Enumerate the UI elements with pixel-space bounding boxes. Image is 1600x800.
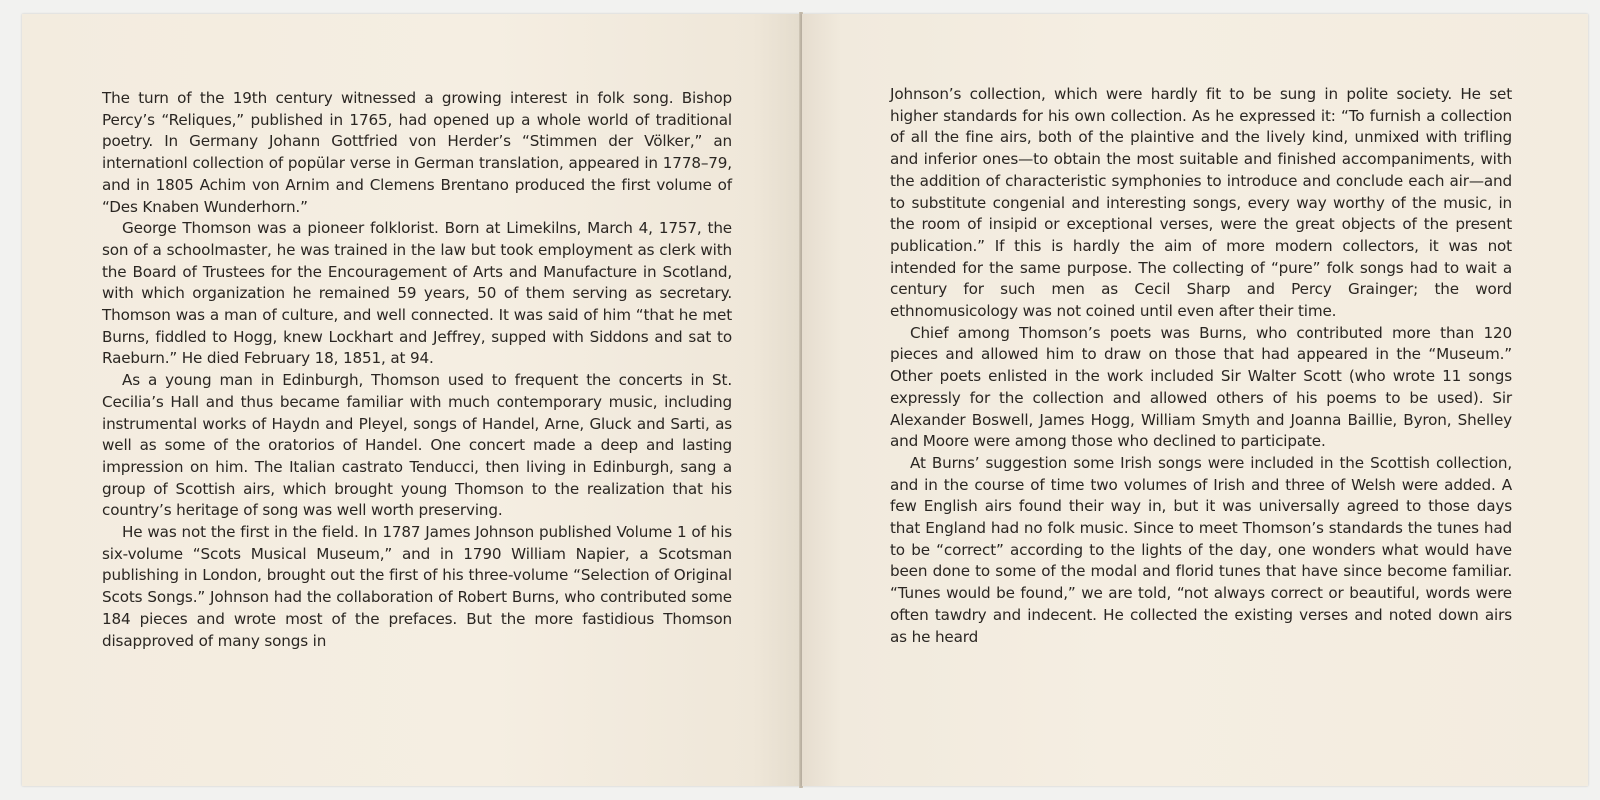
right-page-text — [890, 84, 1512, 648]
right-paragraph-1: Johnson’s collection, which were hardly fit to be sung in polite society. He set higher standards for his own collection. As he expressed it: “To furnish a collection of all the fine airs, both of the plaintive and the lively kind, unmixed with trifling and inferior ones—to obtain the most suitable and finished accompaniments, with the addition of characteristic symphonies to introduce and conclude each air—and to substitute congenial and interesting songs, every way worthy of the music, in the room of insipid or exceptional verses, were the great objects of the present publication.” If this is hardly the aim of more modern collectors, it was not intended for the same purpose. The collecting of “pure” folk songs had to wait a century for such men as Cecil Sharp and Percy Grainger; the word ethnomusicology was not coined until even after their time. — [890, 85, 1512, 321]
left-page-text — [102, 88, 732, 652]
right-page — [802, 14, 1588, 786]
left-paragraph-2: George Thomson was a pioneer folklorist. Born at Limekilns, March 4, 1757, the son of a schoolmaster, he was trained in the law but took employment as clerk with the Board of Trustees for the Encouragement of Arts and Manufacture in Scotland, with which organization he remained 59 years, 50 of them serving as secretary. Thomson was a man of culture, and well connected. It was said of him “that he met Burns, fiddled to Hogg, knew Lockhart and Jeffrey, supped with Siddons and sat to Raeburn.” He died February 18, 1851, at 94. — [102, 219, 732, 368]
left-paragraph-1: The turn of the 19th century witnessed a growing interest in folk song. Bishop Percy’s “Reliques,” published in 1765, had opened up a whole world of traditional poetry. In Germany Johann Gottfried von Herder’s “Stimmen der Völker,” an internationl collection of popülar verse in German translation, appeared in 1778–79, and in 1805 Achim von Arnim and Clemens Brentano produced the first volume of “Des Knaben Wunderhorn.” — [102, 89, 732, 216]
left-paragraph-3: As a young man in Edinburgh, Thomson used to frequent the concerts in St. Cecilia’s Hall and thus became familiar with much contemporary music, including instrumental works of Haydn and Pleyel, songs of Handel, Arne, Gluck and Sarti, as well as some of the oratorios of Handel. One concert made a deep and lasting impression on him. The Italian castrato Tenducci, then living in Edinburgh, sang a group of Scottish airs, which brought young Thomson to the realization that his country’s heritage of song was well worth preserving. — [102, 371, 732, 520]
right-paragraph-2: Chief among Thomson’s poets was Burns, who contributed more than 120 pieces and allowed him to draw on those that had appeared in the “Museum.” Other poets enlisted in the work included Sir Walter Scott (who wrote 11 songs expressly for the collection and allowed others of his poems to be used). Sir Alexander Boswell, James Hogg, William Smyth and Joanna Baillie, Byron, Shelley and Moore were among those who declined to participate. — [890, 323, 1512, 451]
right-paragraph-3: At Burns’ suggestion some Irish songs were included in the Scottish collection, and in the course of time two volumes of Irish and three of Welsh were added. A few English airs found their way in, but it was universally agreed to those days that England had no folk music. Since to meet Thomson’s standards the tunes had to be “correct” according to the lights of the day, one wonders what would have been done to some of the modal and florid tunes that have since become familiar. “Tunes would be found,” we are told, “not always correct or beautiful, words were often tawdry and indecent. He collected the existing verses and noted down airs as he heard — [890, 453, 1512, 646]
left-page — [22, 14, 800, 786]
left-paragraph-4: He was not the first in the field. In 1787 James Johnson published Volume 1 of his six-volume “Scots Musical Museum,” and in 1790 William Napier, a Scotsman publishing in London, brought out the first of his three-volume “Selection of Original Scots Songs.” Johnson had the collaboration of Robert Burns, who contributed some 184 pieces and wrote most of the prefaces. But the more fastidious Thomson disapproved of many songs in — [102, 523, 732, 650]
